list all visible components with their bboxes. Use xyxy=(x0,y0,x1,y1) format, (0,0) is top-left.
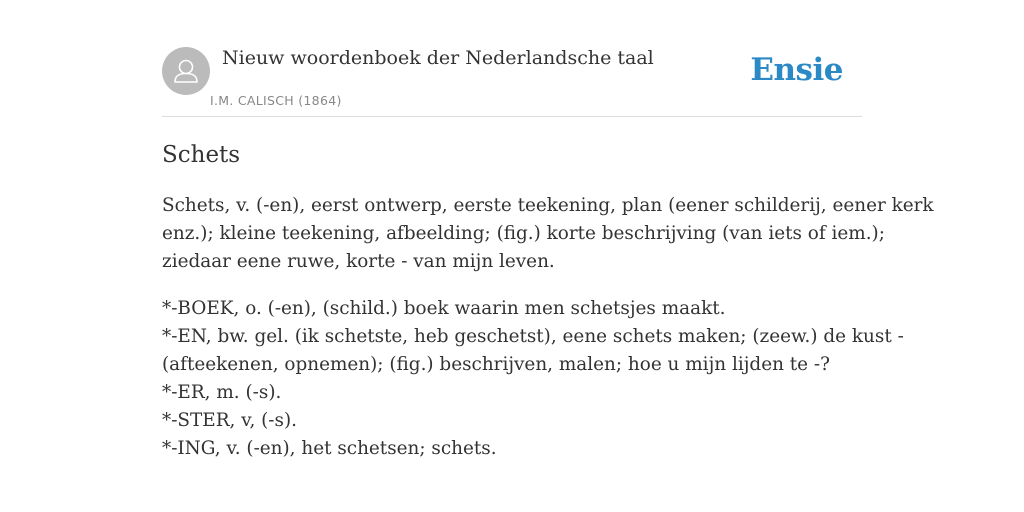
derivative-line: *-ER, m. (-s). xyxy=(162,382,282,403)
derivative-line: *-BOEK, o. (-en), (schild.) boek waarin men schetsjes maakt. xyxy=(162,298,726,319)
definition-paragraph-main xyxy=(162,192,934,276)
user-silhouette-icon xyxy=(162,47,210,95)
derivative-line: (afteekenen, opnemen); (fig.) beschrijven, malen; hoe u mijn lijden te -? xyxy=(162,354,830,375)
derivative-line: *-ING, v. (-en), het schetsen; schets. xyxy=(162,438,497,459)
book-title[interactable]: Nieuw woordenboek der Nederlandsche taal xyxy=(222,47,654,69)
entry-definition xyxy=(162,192,934,482)
entry-title: Schets xyxy=(162,142,241,168)
derivative-line: *-EN, bw. gel. (ik schetste, heb geschetst), eene schets maken; (zeew.) de kust - xyxy=(162,326,904,347)
definition-line: enz.); kleine teekening, afbeelding; (fig.) korte beschrijving (van iets of iem.); xyxy=(162,223,885,244)
definition-line: ziedaar eene ruwe, korte - van mijn leven. xyxy=(162,251,555,272)
book-author: I.M. CALISCH (1864) xyxy=(210,93,342,108)
source-header xyxy=(162,46,862,117)
derivative-line: *-STER, v, (-s). xyxy=(162,410,297,431)
definition-paragraph-derivatives xyxy=(162,295,904,463)
brand-logo[interactable]: Ensie xyxy=(750,52,843,88)
avatar[interactable] xyxy=(162,47,210,95)
definition-line: Schets, v. (-en), eerst ontwerp, eerste teekening, plan (eener schilderij, eener kerk xyxy=(162,195,934,216)
